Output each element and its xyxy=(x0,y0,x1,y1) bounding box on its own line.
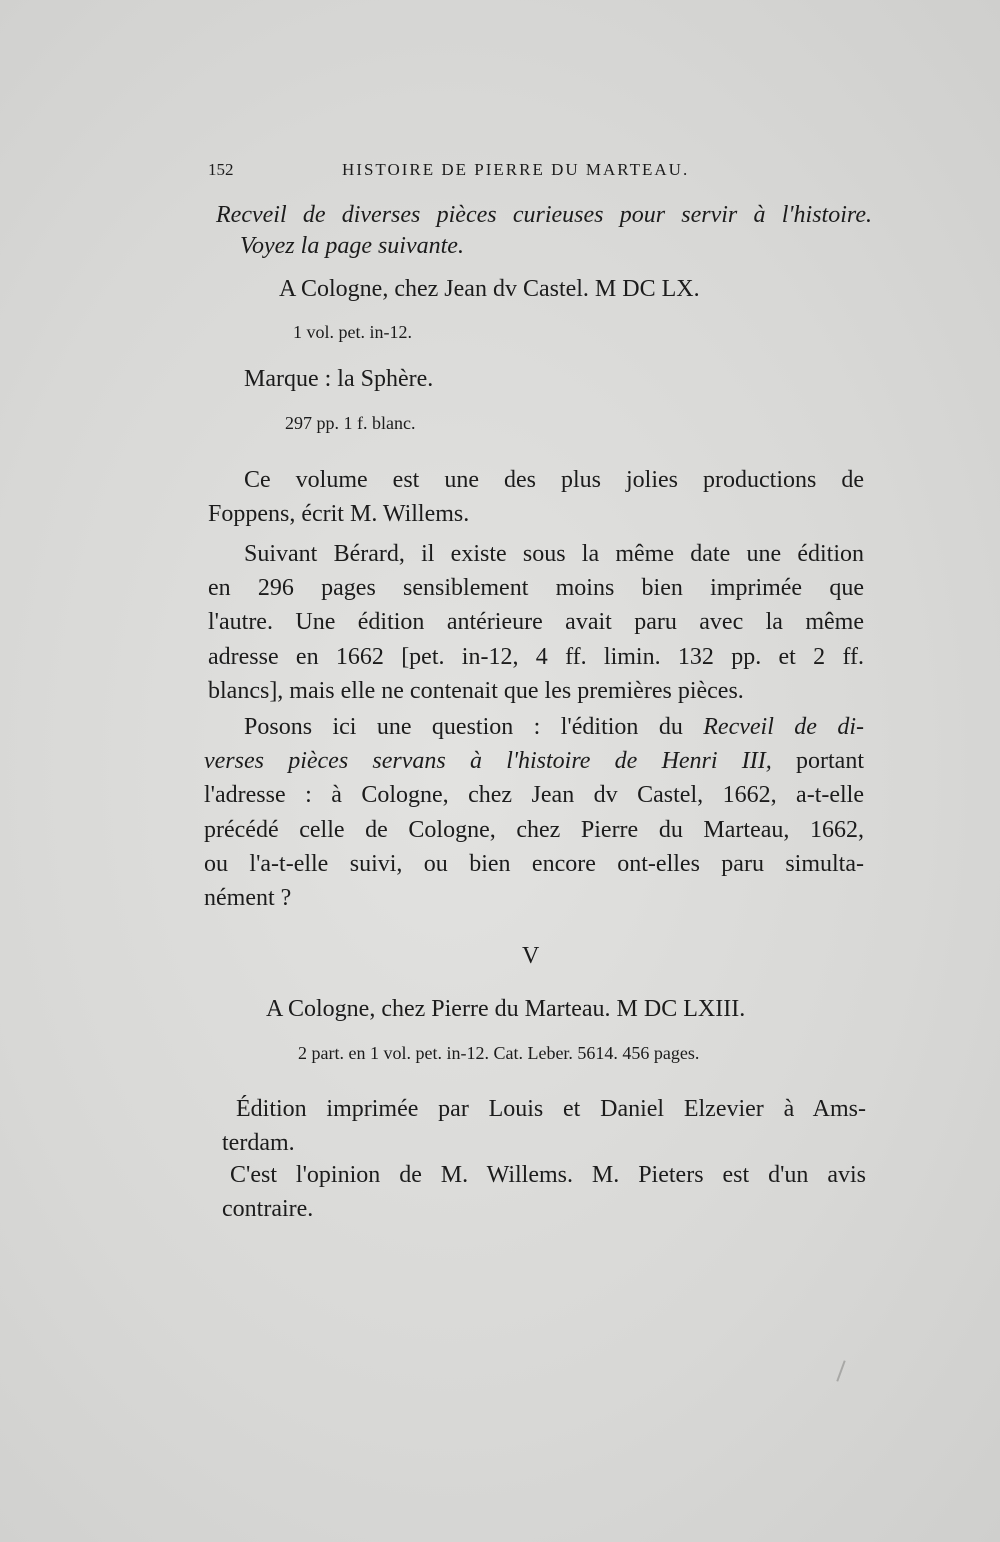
entry-title-line-1: Recveil de diverses pièces curieuses pour servir à l'histoire. xyxy=(216,202,872,228)
paragraph-2-line: l'autre. Une édition antérieure avait paru avec la même xyxy=(208,609,864,636)
paragraph-2-line: adresse en 1662 [pet. in-12, 4 ff. limin. 132 pp. et 2 ff. xyxy=(208,643,864,670)
paragraph-2-line: Suivant Bérard, il existe sous la même date une édition xyxy=(244,541,864,567)
entry-collation: 297 pp. 1 f. blanc. xyxy=(285,413,416,433)
paragraph-5-line: C'est l'opinion de M. Willems. M. Pieters est d'un avis xyxy=(230,1162,866,1188)
paragraph-2-line: blancs], mais elle ne contenait que les premières pièces. xyxy=(208,677,744,704)
paragraph-1-line: Foppens, écrit M. Willems. xyxy=(208,501,470,528)
section-imprint: A Cologne, chez Pierre du Marteau. M DC LXIII. xyxy=(266,996,746,1022)
entry-format: 1 vol. pet. in-12. xyxy=(293,322,412,342)
paragraph-1-line: Ce volume est une des plus jolies productions de xyxy=(244,467,864,493)
paragraph-3-line-1: Posons ici une question : l'édition du Recveil de di- xyxy=(244,714,865,740)
entry-title-line-2: Voyez la page suivante. xyxy=(240,233,464,259)
page-number: 152 xyxy=(208,160,234,179)
paragraph-1 xyxy=(208,463,864,531)
running-title: HISTOIRE DE PIERRE DU MARTEAU. xyxy=(342,160,690,179)
paragraph-4-line: Édition imprimée par Louis et Daniel Elzevier à Ams- xyxy=(236,1096,866,1122)
paragraph-3 xyxy=(204,710,864,915)
paragraph-5-line: contraire. xyxy=(222,1196,314,1223)
entry-marque: Marque : la Sphère. xyxy=(244,366,434,392)
paragraph-3-line: nément ? xyxy=(204,885,292,912)
entry-imprint: A Cologne, chez Jean dv Castel. M DC LX. xyxy=(279,276,700,302)
paragraph-5 xyxy=(222,1158,866,1226)
paragraph-4-line: terdam. xyxy=(222,1130,295,1157)
paragraph-3-line-2: verses pièces servans à l'histoire de Henri III, portant xyxy=(204,748,864,775)
section-numeral: V xyxy=(522,943,540,969)
paragraph-2-line: en 296 pages sensiblement moins bien imprimée que xyxy=(208,575,864,602)
paper-mark xyxy=(836,1360,845,1381)
paragraph-4 xyxy=(222,1092,866,1160)
paragraph-2 xyxy=(208,537,864,708)
paragraph-3-line: l'adresse : à Cologne, chez Jean dv Castel, 1662, a-t-elle xyxy=(204,782,864,809)
paragraph-3-line: précédé celle de Cologne, chez Pierre du Marteau, 1662, xyxy=(204,816,864,843)
paragraph-3-line: ou l'a-t-elle suivi, ou bien encore ont-elles paru simulta- xyxy=(204,850,864,877)
section-collation: 2 part. en 1 vol. pet. in-12. Cat. Leber. 5614. 456 pages. xyxy=(298,1043,700,1063)
